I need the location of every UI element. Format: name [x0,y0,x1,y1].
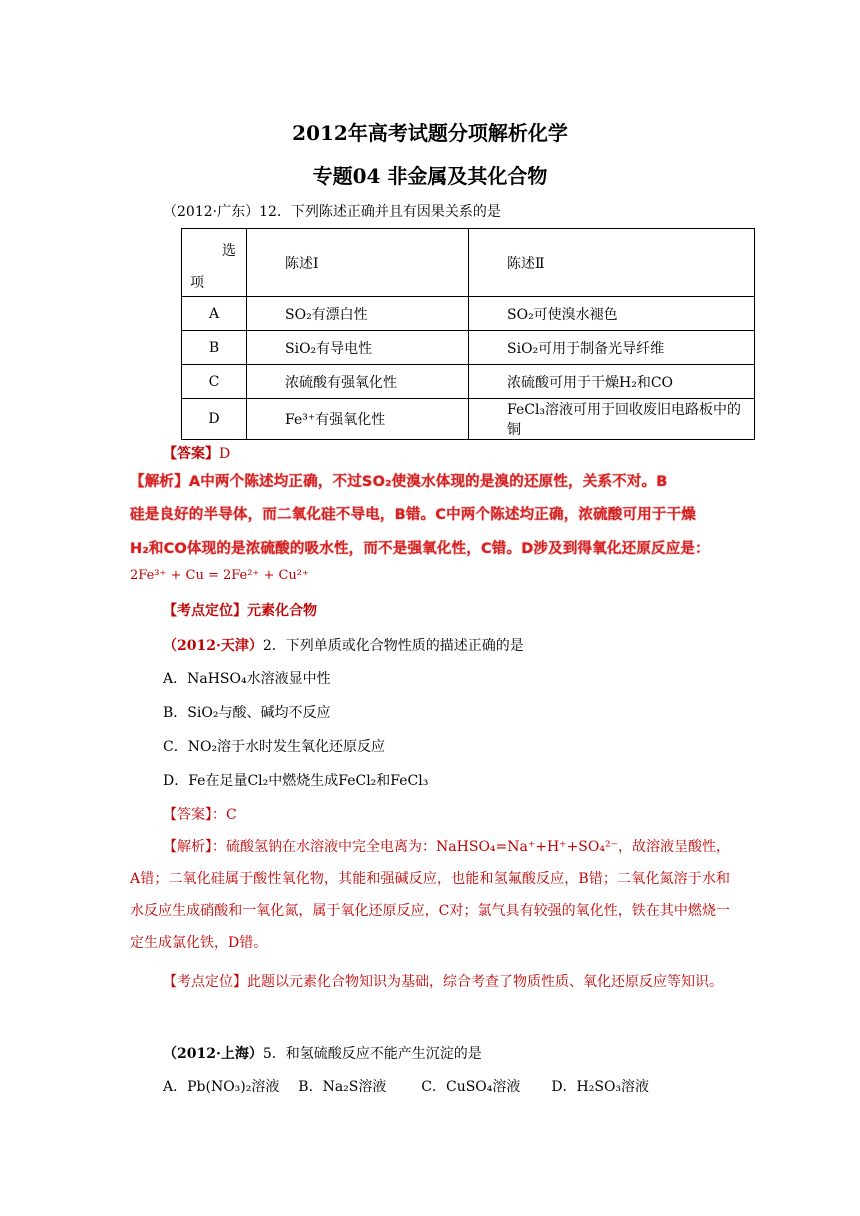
q3-option-d: D．H₂SO₃溶液 [551,1079,650,1095]
q2-point: 【考点定位】此题以元素化合物知识为基础，综合考查了物质性质、氧化还原反应等知识。 [163,974,723,990]
q1-header [163,201,501,221]
q1-stem: 12．下列陈述正确并且有因果关系的是 [259,204,501,220]
table-header-col2: 陈述Ⅱ [469,229,755,297]
q2-option-c: C．NO₂溶于水时发生氧化还原反应 [163,739,386,755]
q3-option-c: C．CuSO₄溶液 [421,1079,521,1095]
q1-point: 【考点定位】元素化合物 [163,603,317,619]
q2-header [163,635,524,655]
q3-options [163,1076,649,1096]
document-title: 2012年高考试题分项解析化学 [292,121,568,145]
q3-option-b: B．Na₂S溶液 [298,1079,387,1095]
q1-analysis-line1: 【解析】A中两个陈述均正确，不过SO₂使溴水体现的是溴的还原性，关系不对。B [130,474,668,490]
table-row: D Fe³⁺有强氧化性 FeCl₃溶液可用于回收废旧电路板中的铜 [182,399,755,440]
q2-source: （2012·天津） [163,638,263,654]
q2-option-a: A．NaHSO₄水溶液显中性 [163,671,331,687]
table-row: C 浓硫酸有强氧化性 浓硫酸可用于干燥H₂和CO [182,365,755,399]
table-row: A SO₂有漂白性 SO₂可使溴水褪色 [182,297,755,331]
table-header-option: 选 项 [182,229,247,297]
q1-source: （2012·广东） [163,204,260,220]
q3-source: （2012·上海） [163,1046,263,1062]
q3-stem: 5．和氢硫酸反应不能产生沉淀的是 [262,1046,482,1062]
q3-header [163,1043,482,1063]
q2-stem: 2．下列单质或化合物性质的描述正确的是 [262,638,524,654]
q1-answer: 【答案】D [163,446,231,462]
q1-analysis-equation: 2Fe³⁺ + Cu = 2Fe²⁺ + Cu²⁺ [130,568,309,583]
q2-answer: 【答案】：C [163,807,237,823]
q2-option-b: B．SiO₂与酸、碱均不反应 [163,705,331,721]
q1-analysis-line2: 硅是良好的半导体，而二氧化硅不导电，B错。C中两个陈述均正确，浓硫酸可用于干燥 [130,507,696,523]
table-header-col1: 陈述Ⅰ [247,229,469,297]
q2-analysis: 【解析】：硫酸氢钠在水溶液中完全电离为：NaHSO₄=Na⁺+H⁺+SO₄²⁻，故溶液呈酸性，A错；二氧化硅属于酸性氧化物，其能和强碱反应，也能和氢氟酸反应，B错；二氧化氮溶于水和水反应生成硝酸和一氧化氮，属于氧化还原反应，C对；氯气具有较强的氧化性，铁在其中燃烧一定生成氯化铁，D错。 [130,839,730,951]
q1-table [181,228,755,440]
document-subtitle: 专题04 非金属及其化合物 [312,164,548,188]
q1-analysis-line3: H₂和CO体现的是浓硫酸的吸水性，而不是强氧化性，C错。D涉及到得氧化还原反应是： [130,541,710,557]
table-row: B SiO₂有导电性 SiO₂可用于制备光导纤维 [182,331,755,365]
q2-option-d: D．Fe在足量Cl₂中燃烧生成FeCl₂和FeCl₃ [163,773,429,789]
q3-option-a: A．Pb(NO₃)₂溶液 [163,1079,280,1095]
